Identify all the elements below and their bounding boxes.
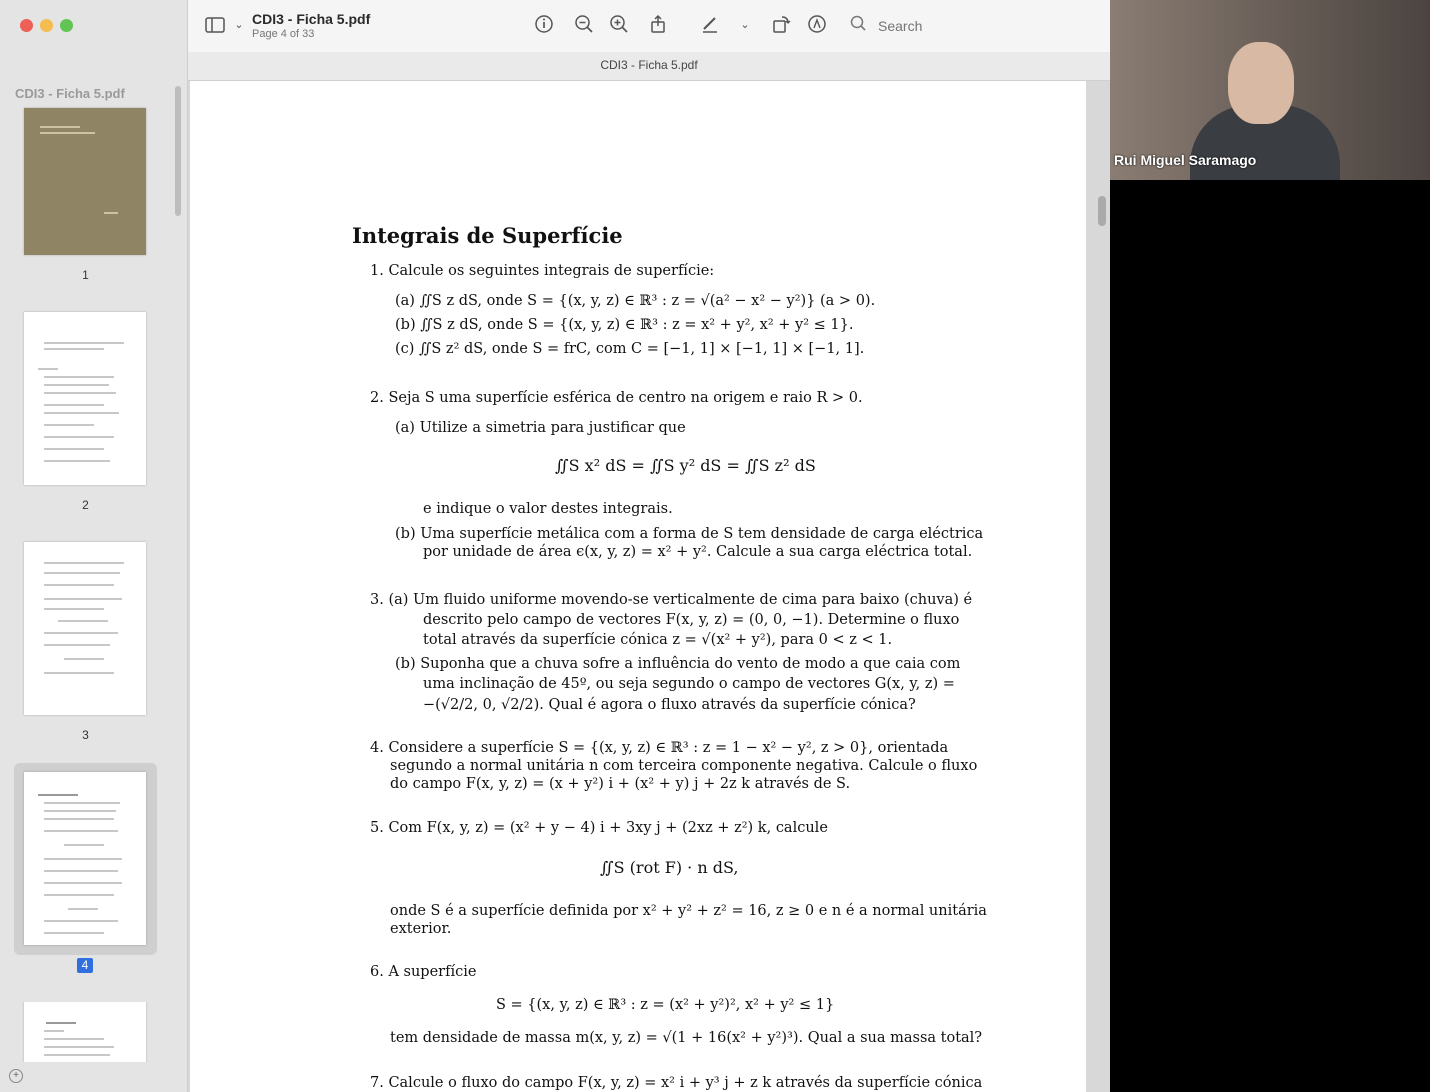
thumbnail-label: 2 (82, 498, 89, 512)
add-page-icon[interactable]: + (9, 1069, 23, 1083)
problem-6-equation: S = {(x, y, z) ∈ ℝ³ : z = (x² + y²)², x² + y² ≤ 1} (496, 997, 835, 1013)
document-tab-title: CDI3 - Ficha 5.pdf (600, 58, 698, 72)
problem-6-line2: tem densidade de massa m(x, y, z) = √(1 + 16(x² + y²)³). Qual a sua massa total? (390, 1030, 983, 1046)
problem-2b-line1: (b) Uma superfície metálica com a forma de S tem densidade de carga eléctrica (395, 526, 984, 542)
problem-4-line3: do campo F(x, y, z) = (x + y²) i + (x² + y) j + 2z k através de S. (390, 776, 851, 792)
problem-2-equation: ∬S x² dS = ∬S y² dS = ∬S z² dS (555, 456, 816, 475)
problem-3b-line2: uma inclinação de 45º, ou seja segundo o campo de vectores G(x, y, z) = (423, 676, 955, 692)
problem-5-line1: 5. Com F(x, y, z) = (x² + y − 4) i + 3xy j + (2xz + z²) k, calcule (370, 820, 828, 836)
info-icon[interactable] (533, 14, 555, 36)
sidebar-scrollbar[interactable] (175, 86, 181, 216)
problem-1: 1. Calcule os seguintes integrais de superfície: (370, 263, 715, 279)
problem-1a: (a) ∬S z dS, onde S = {(x, y, z) ∈ ℝ³ : z = √(a² − x² − y²)} (a > 0). (395, 293, 876, 309)
thumbnail-page-1[interactable] (14, 108, 157, 288)
thumbnail-page-3[interactable] (14, 542, 157, 747)
search-input[interactable] (876, 17, 1080, 35)
markup-pen-icon[interactable] (699, 14, 721, 36)
thumbnail-label: 3 (82, 728, 89, 742)
document-scrollbar[interactable] (1098, 196, 1106, 226)
problem-2: 2. Seja S uma superfície esférica de centro na origem e raio R > 0. (370, 390, 863, 406)
pdf-page (190, 81, 1086, 1092)
problem-3b-line3: −(√2/2, 0, √2/2). Qual é agora o fluxo através da superfície cónica? (423, 697, 916, 713)
problem-1b: (b) ∬S z dS, onde S = {(x, y, z) ∈ ℝ³ : z = x² + y², x² + y² ≤ 1}. (395, 317, 854, 333)
sidebar-title: CDI3 - Ficha 5.pdf (15, 86, 125, 101)
sidebar-toggle-icon[interactable] (204, 14, 226, 36)
chevron-down-icon[interactable]: ⌄ (234, 19, 244, 31)
zoom-out-icon[interactable] (573, 14, 595, 36)
toolbar (188, 0, 1110, 52)
thumbnail-sidebar (0, 0, 188, 1092)
problem-2a: (a) Utilize a simetria para justificar que (395, 420, 686, 436)
problem-6-line1: 6. A superfície (370, 964, 477, 980)
search-icon (848, 14, 870, 36)
problem-5-equation: ∬S (rot F) · n dS, (600, 858, 739, 877)
problem-1c: (c) ∬S z² dS, onde S = frC, com C = [−1, 1] × [−1, 1] × [−1, 1]. (395, 341, 865, 357)
thumbnail-label-selected: 4 (77, 958, 93, 973)
problem-4-line2: segundo a normal unitária n com terceira componente negativa. Calcule o fluxo (390, 758, 978, 774)
problem-5-line2: onde S é a superfície definida por x² + y² + z² = 16, z ≥ 0 e n é a normal unitária (390, 903, 987, 919)
pdf-viewer[interactable] (188, 81, 1110, 1092)
participant-name: Rui Miguel Saramago (1114, 152, 1257, 168)
problem-3a-line2: descrito pelo campo de vectores F(x, y, z) = (0, 0, −1). Determine o fluxo (423, 612, 960, 628)
document-title: CDI3 - Ficha 5.pdf (252, 11, 371, 27)
thumbnail-page-5[interactable] (14, 1002, 157, 1062)
close-window-button[interactable] (20, 19, 33, 32)
participant-head (1228, 42, 1294, 124)
minimize-window-button[interactable] (40, 19, 53, 32)
problem-3a-line1: 3. (a) Um fluido uniforme movendo-se verticalmente de cima para baixo (chuva) é (370, 592, 973, 608)
rotate-icon[interactable] (770, 14, 792, 36)
problem-2a-continuation: e indique o valor destes integrais. (423, 501, 673, 517)
search-field[interactable] (844, 13, 1094, 39)
share-icon[interactable] (647, 14, 669, 36)
problem-5-line3: exterior. (390, 921, 452, 937)
document-tab-bar (188, 52, 1110, 81)
thumbnail-label: 1 (82, 268, 89, 282)
zoom-in-icon[interactable] (608, 14, 630, 36)
problem-4-line1: 4. Considere a superfície S = {(x, y, z) ∈ ℝ³ : z = 1 − x² − y², z > 0}, orientada (370, 740, 949, 756)
problem-7-line1: 7. Calcule o fluxo do campo F(x, y, z) = x² i + y³ j + z k através da superfície cónica (370, 1075, 983, 1091)
zoom-window-button[interactable] (60, 19, 73, 32)
problem-3a-line3: total através da superfície cónica z = √(x² + y²), para 0 < z < 1. (423, 632, 893, 648)
annotate-icon[interactable] (806, 14, 828, 36)
thumbnail-page-2[interactable] (14, 312, 157, 517)
thumbnail-page-4[interactable] (14, 763, 157, 955)
video-call-tile (1110, 0, 1430, 180)
markup-menu-chevron-icon[interactable]: ⌄ (740, 19, 750, 31)
problem-2b-line2: por unidade de área ϵ(x, y, z) = x² + y². Calcule a sua carga eléctrica total. (423, 544, 973, 560)
page-indicator: Page 4 of 33 (252, 28, 315, 40)
page-heading: Integrais de Superfície (352, 223, 623, 248)
problem-3b-line1: (b) Suponha que a chuva sofre a influência do vento de modo a que caia com (395, 656, 961, 672)
